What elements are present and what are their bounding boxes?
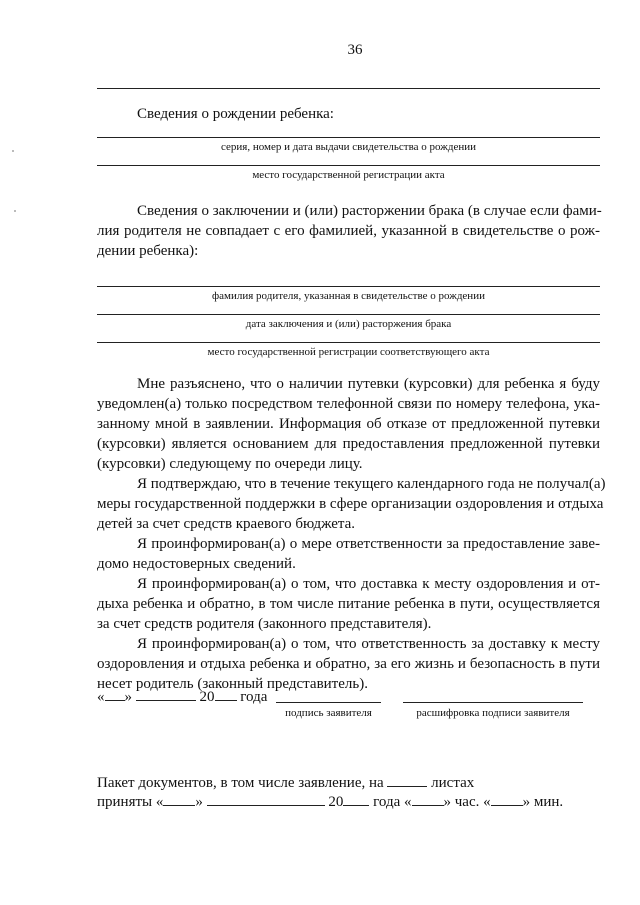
statement-1-line-5: (курсовки) следующему по очереди лицу.: [97, 456, 363, 472]
caption-certificate: серия, номер и дата выдачи свидетельства о рождении: [220, 141, 477, 153]
scan-speck: [12, 150, 14, 152]
marriage-line-1: Сведения о заключении и (или) расторжении брака (в случае если фами-: [137, 203, 602, 219]
marriage-registration-line[interactable]: [97, 342, 600, 343]
parent-surname-line[interactable]: [97, 286, 600, 287]
pages-count-field[interactable]: [387, 772, 427, 787]
receipt-minutes-suffix: » мин.: [522, 794, 564, 810]
statement-4-line-2: дыха ребенка и обратно, в том числе питание ребенка в пути, осуществляется: [97, 596, 600, 612]
signature-date: [97, 686, 267, 708]
caption-marriage-registration: место государственной регистрации соответствующего акта: [207, 346, 490, 358]
statement-4-line-1: Я проинформирован(а) о том, что доставка к месту оздоровления и от-: [137, 576, 600, 592]
birth-registration-line[interactable]: [97, 165, 600, 166]
caption-signature-decryption: расшифровка подписи заявителя: [416, 707, 570, 719]
receipt-day-field[interactable]: [163, 791, 195, 806]
receipt-hours-suffix: » час. «: [443, 794, 491, 810]
caption-marriage-date: дата заключения и (или) расторжения брака: [245, 318, 452, 330]
marriage-line-2: лия родителя не совпадает с его фамилией, указанной в свидетельстве о рож-: [97, 223, 600, 239]
receipt-accepted-text: приняты «: [97, 794, 164, 810]
receipt-year-field[interactable]: [343, 791, 369, 806]
receipt-hours-field[interactable]: [412, 791, 444, 806]
statement-1-line-3: занному мной в заявлении. Информация об отказе от предложенной путевки: [97, 416, 600, 432]
signature-line[interactable]: [276, 702, 381, 703]
statement-4-line-3: за счет средств родителя (законного представителя).: [97, 616, 432, 632]
receipt-pages-suffix: листах: [431, 775, 475, 791]
year-prefix: 20: [199, 689, 215, 705]
marriage-line-3: дении ребенка):: [97, 243, 199, 259]
statement-1-line-2: уведомлен(а) только посредством телефонной связи по номеру телефона, ука-: [97, 396, 600, 412]
statement-2-line-2: меры государственной поддержки в сфере организации оздоровления и отдыха: [97, 496, 604, 512]
statement-5-line-1: Я проинформирован(а) о том, что ответственность за доставку к месту: [137, 636, 600, 652]
caption-signature: подпись заявителя: [285, 707, 372, 719]
receipt-pages-text: Пакет документов, в том числе заявление, на: [97, 775, 384, 791]
receipt-minutes-field[interactable]: [491, 791, 523, 806]
caption-birth-registration: место государственной регистрации акта: [252, 169, 445, 181]
marriage-date-line[interactable]: [97, 314, 600, 315]
date-quote-close: »: [124, 689, 132, 705]
statement-5-line-3: несет родитель (законный представитель).: [97, 676, 368, 692]
receipt-month-field[interactable]: [207, 791, 325, 806]
signature-decryption-line[interactable]: [403, 702, 583, 703]
statement-2-line-3: детей за счет средств краевого бюджета.: [97, 516, 356, 532]
statement-1-line-1: Мне разъяснено, что о наличии путевки (курсовки) для ребенка я буду: [137, 376, 600, 392]
receipt-year-prefix: 20: [328, 794, 344, 810]
year-suffix: года: [240, 689, 268, 705]
statement-3-line-2: домо недостоверных сведений.: [97, 556, 296, 572]
birth-certificate-line[interactable]: [97, 137, 600, 138]
page-number: 36: [347, 42, 363, 58]
top-rule: [97, 88, 600, 89]
receipt-day-quote-close: »: [195, 794, 203, 810]
receipt-year-suffix: года «: [373, 794, 412, 810]
year-field[interactable]: [215, 686, 237, 701]
statement-1-line-4: (курсовки) является основанием для предоставления предложенной путевки: [97, 436, 600, 452]
receipt-line-2: [97, 791, 563, 813]
statement-2-line-1: Я подтверждаю, что в течение текущего календарного года не получал(а): [137, 476, 606, 492]
day-field[interactable]: [105, 686, 125, 701]
scan-speck: [14, 210, 16, 212]
caption-parent-surname: фамилия родителя, указанная в свидетельстве о рождении: [212, 290, 485, 302]
statement-5-line-2: оздоровления и отдыха ребенка и обратно, за его жизнь и безопасность в пути: [97, 656, 600, 672]
statement-3-line-1: Я проинформирован(а) о мере ответственности за предоставление заве-: [137, 536, 600, 552]
birth-heading: Сведения о рождении ребенка:: [137, 106, 334, 122]
date-quote-open: «: [97, 689, 105, 705]
month-field[interactable]: [136, 686, 196, 701]
